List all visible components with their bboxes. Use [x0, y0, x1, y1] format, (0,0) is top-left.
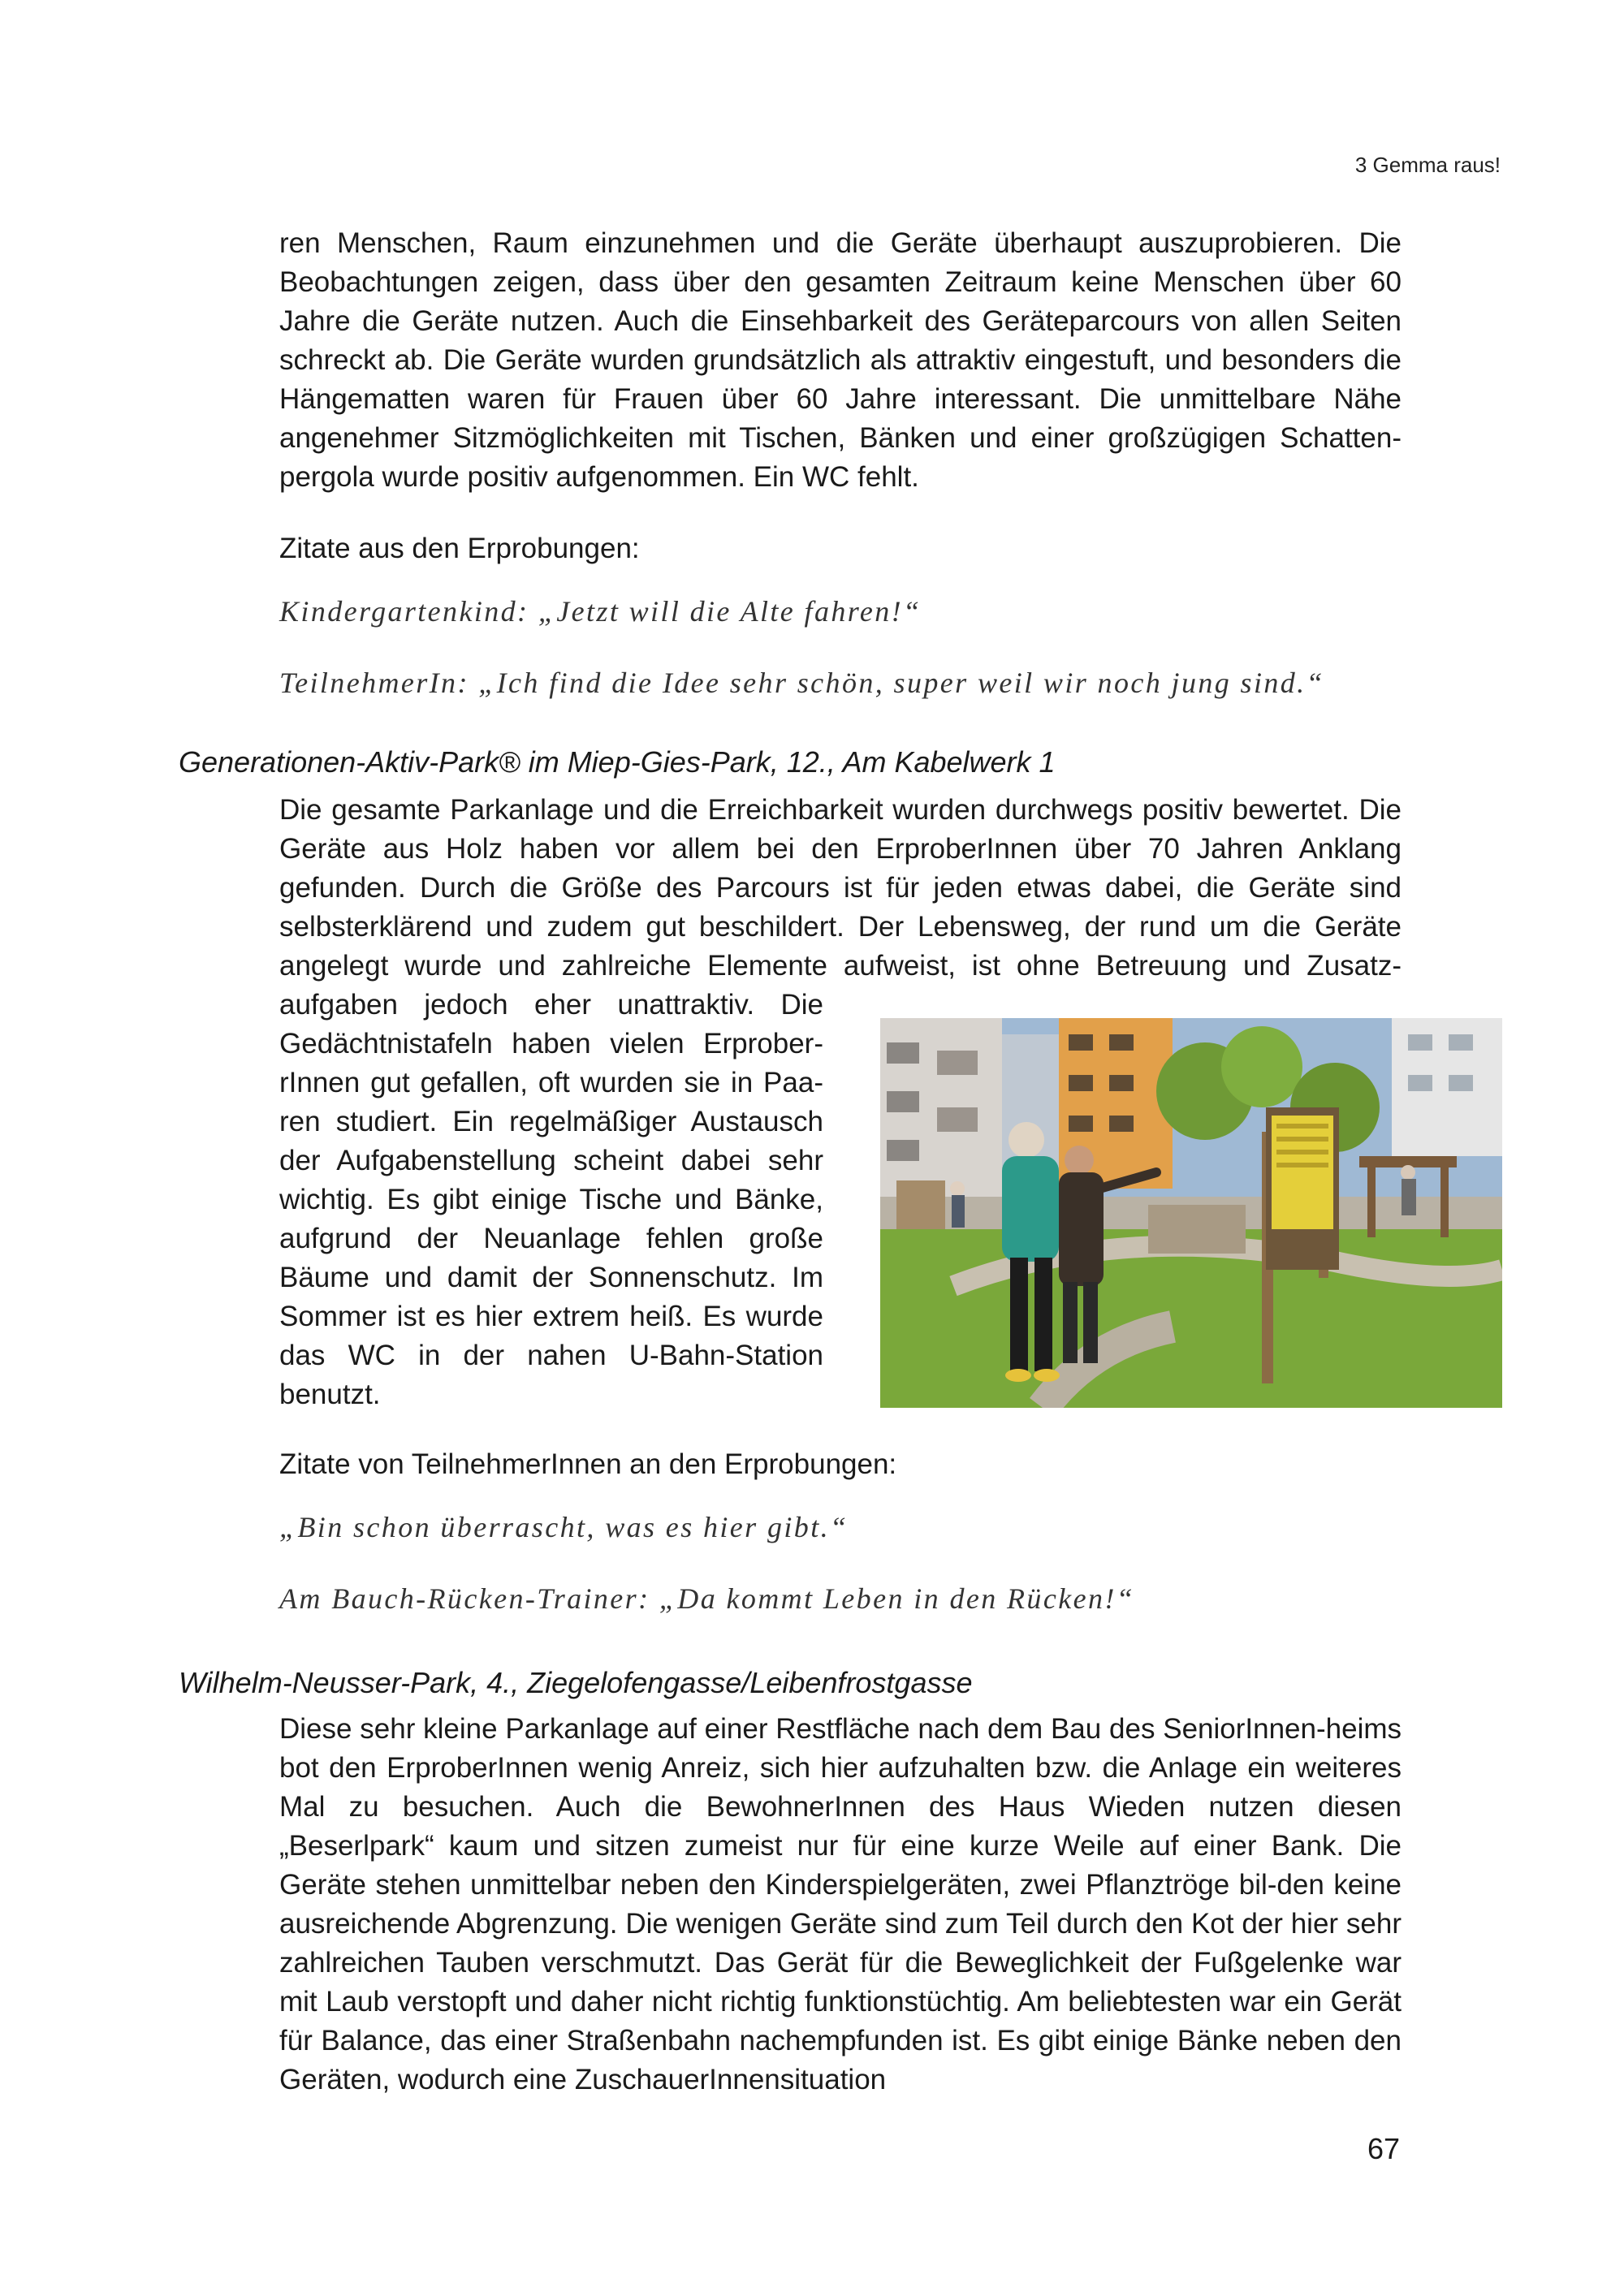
miep-gies-quote-1: „Bin schon überrascht, was es hier gibt.“ [279, 1511, 849, 1543]
section-heading-miep-gies: Generationen-Aktiv-Park® im Miep-Gies-Park, 12., Am Kabelwerk 1 [179, 745, 1056, 779]
intro-quote-1: Kindergartenkind: „Jetzt will die Alte fahren!“ [279, 595, 922, 628]
wooden-ramp [896, 1180, 945, 1229]
page-number: 67 [1367, 2132, 1400, 2165]
neusser-paragraph: Diese sehr kleine Parkanlage auf einer Restfläche nach dem Bau des SeniorInnen-heims bot den ErproberInnen wenig Anreiz, sich hier aufzuhalten bzw. die Anlage ein weiteres Mal zu besuchen. Auch die BewohnerInnen des Haus Wieden nutzen diesen „Beserlpark“ kaum und sitzen zumeist nur für eine kurze Weile auf einer Bank. Die Geräte stehen unmittelbar neben den Kinderspielgeräten, zwei Pflanztröge bil-den keine ausreichende Abgrenzung. Die wenigen Geräte sind zum Teil durch den Kot der hier sehr zahlreichen Tauben verschmutzt. Das Gerät für die Beweglichkeit der Fußgelenke war mit Laub verstopft und daher nicht richtig funktionstüchtig. Am beliebtesten war ein Gerät für Balance, das einer Straßenbahn nachempfunden ist. Es gibt einige Bänke neben den Geräten, wodurch eine ZuschauerInnensituation [279, 1713, 1402, 2095]
miep-gies-quote-2: Am Bauch-Rücken-Trainer: „Da kommt Leben in den Rücken!“ [279, 1582, 1135, 1615]
miep-gies-paragraph-wrapped: aufgaben jedoch eher unattraktiv. Die Gedächtnistafeln haben vielen Erprober-rInnen gut gefallen, oft wurden sie in Paa-ren studiert. Ein regelmäßiger Austausch der Aufgabenstellung scheint dabei sehr wichtig. Es gibt einige Tische und Bänke, aufgrund der Neuanlage fehlen große Bäume und damit der Sonnenschutz. Im Sommer ist es hier extrem heiß. Es wurde das WC in der nahen U-Bahn-Station benutzt. [279, 989, 823, 1410]
miep-gies-quotes-label: Zitate von TeilnehmerInnen an den Erprobungen: [279, 1448, 897, 1480]
miep-gies-paragraph: Die gesamte Parkanlage und die Erreichbarkeit wurden durchwegs positiv bewertet. Die Geräte aus Holz haben vor allem bei den ErproberInnen über 70 Jahren Anklang gefunden. Durch die Größe des Parcours ist für jeden etwas dabei, die Geräte sind selbsterklärend und zudem gut beschildert. Der Lebensweg, der rund um die Geräte angelegt wurde und zahlreiche Elemente aufweist, ist ohne Betreuung und Zusatz- [279, 794, 1402, 982]
running-header: 3 Gemma raus! [1354, 153, 1501, 177]
woman-head [1009, 1122, 1044, 1158]
intro-quotes-label: Zitate aus den Erprobungen: [279, 533, 640, 564]
intro-quote-2: TeilnehmerIn: „Ich find die Idee sehr schön, super weil wir noch jung sind.“ [279, 667, 1324, 699]
woman-jacket [1002, 1156, 1059, 1262]
second-woman-head [1065, 1146, 1094, 1175]
intro-paragraph: ren Menschen, Raum einzunehmen und die Geräte überhaupt auszuprobieren. Die Beobachtungen zeigen, dass über den gesamten Zeitraum keine Menschen über 60 Jahre die Geräte nutzen. Auch die Einsehbarkeit des Geräteparcours von allen Seiten schreckt ab. Die Geräte wurden grundsätzlich als attraktiv eingestuft, und besonders die Hängematten waren für Frauen über 60 Jahre interessant. Die unmittelbare Nähe angenehmer Sitzmöglichkeiten mit Tischen, Bänken und einer großzügigen Schatten-pergola wurde positiv aufgenommen. Ein WC fehlt. [279, 227, 1402, 493]
park-photo [880, 1018, 1502, 1408]
section-heading-neusser: Wilhelm-Neusser-Park, 4., Ziegelofengasse/Leibenfrostgasse [179, 1666, 973, 1699]
exercise-equipment [1148, 1205, 1246, 1254]
memory-board-panel [1272, 1116, 1333, 1229]
